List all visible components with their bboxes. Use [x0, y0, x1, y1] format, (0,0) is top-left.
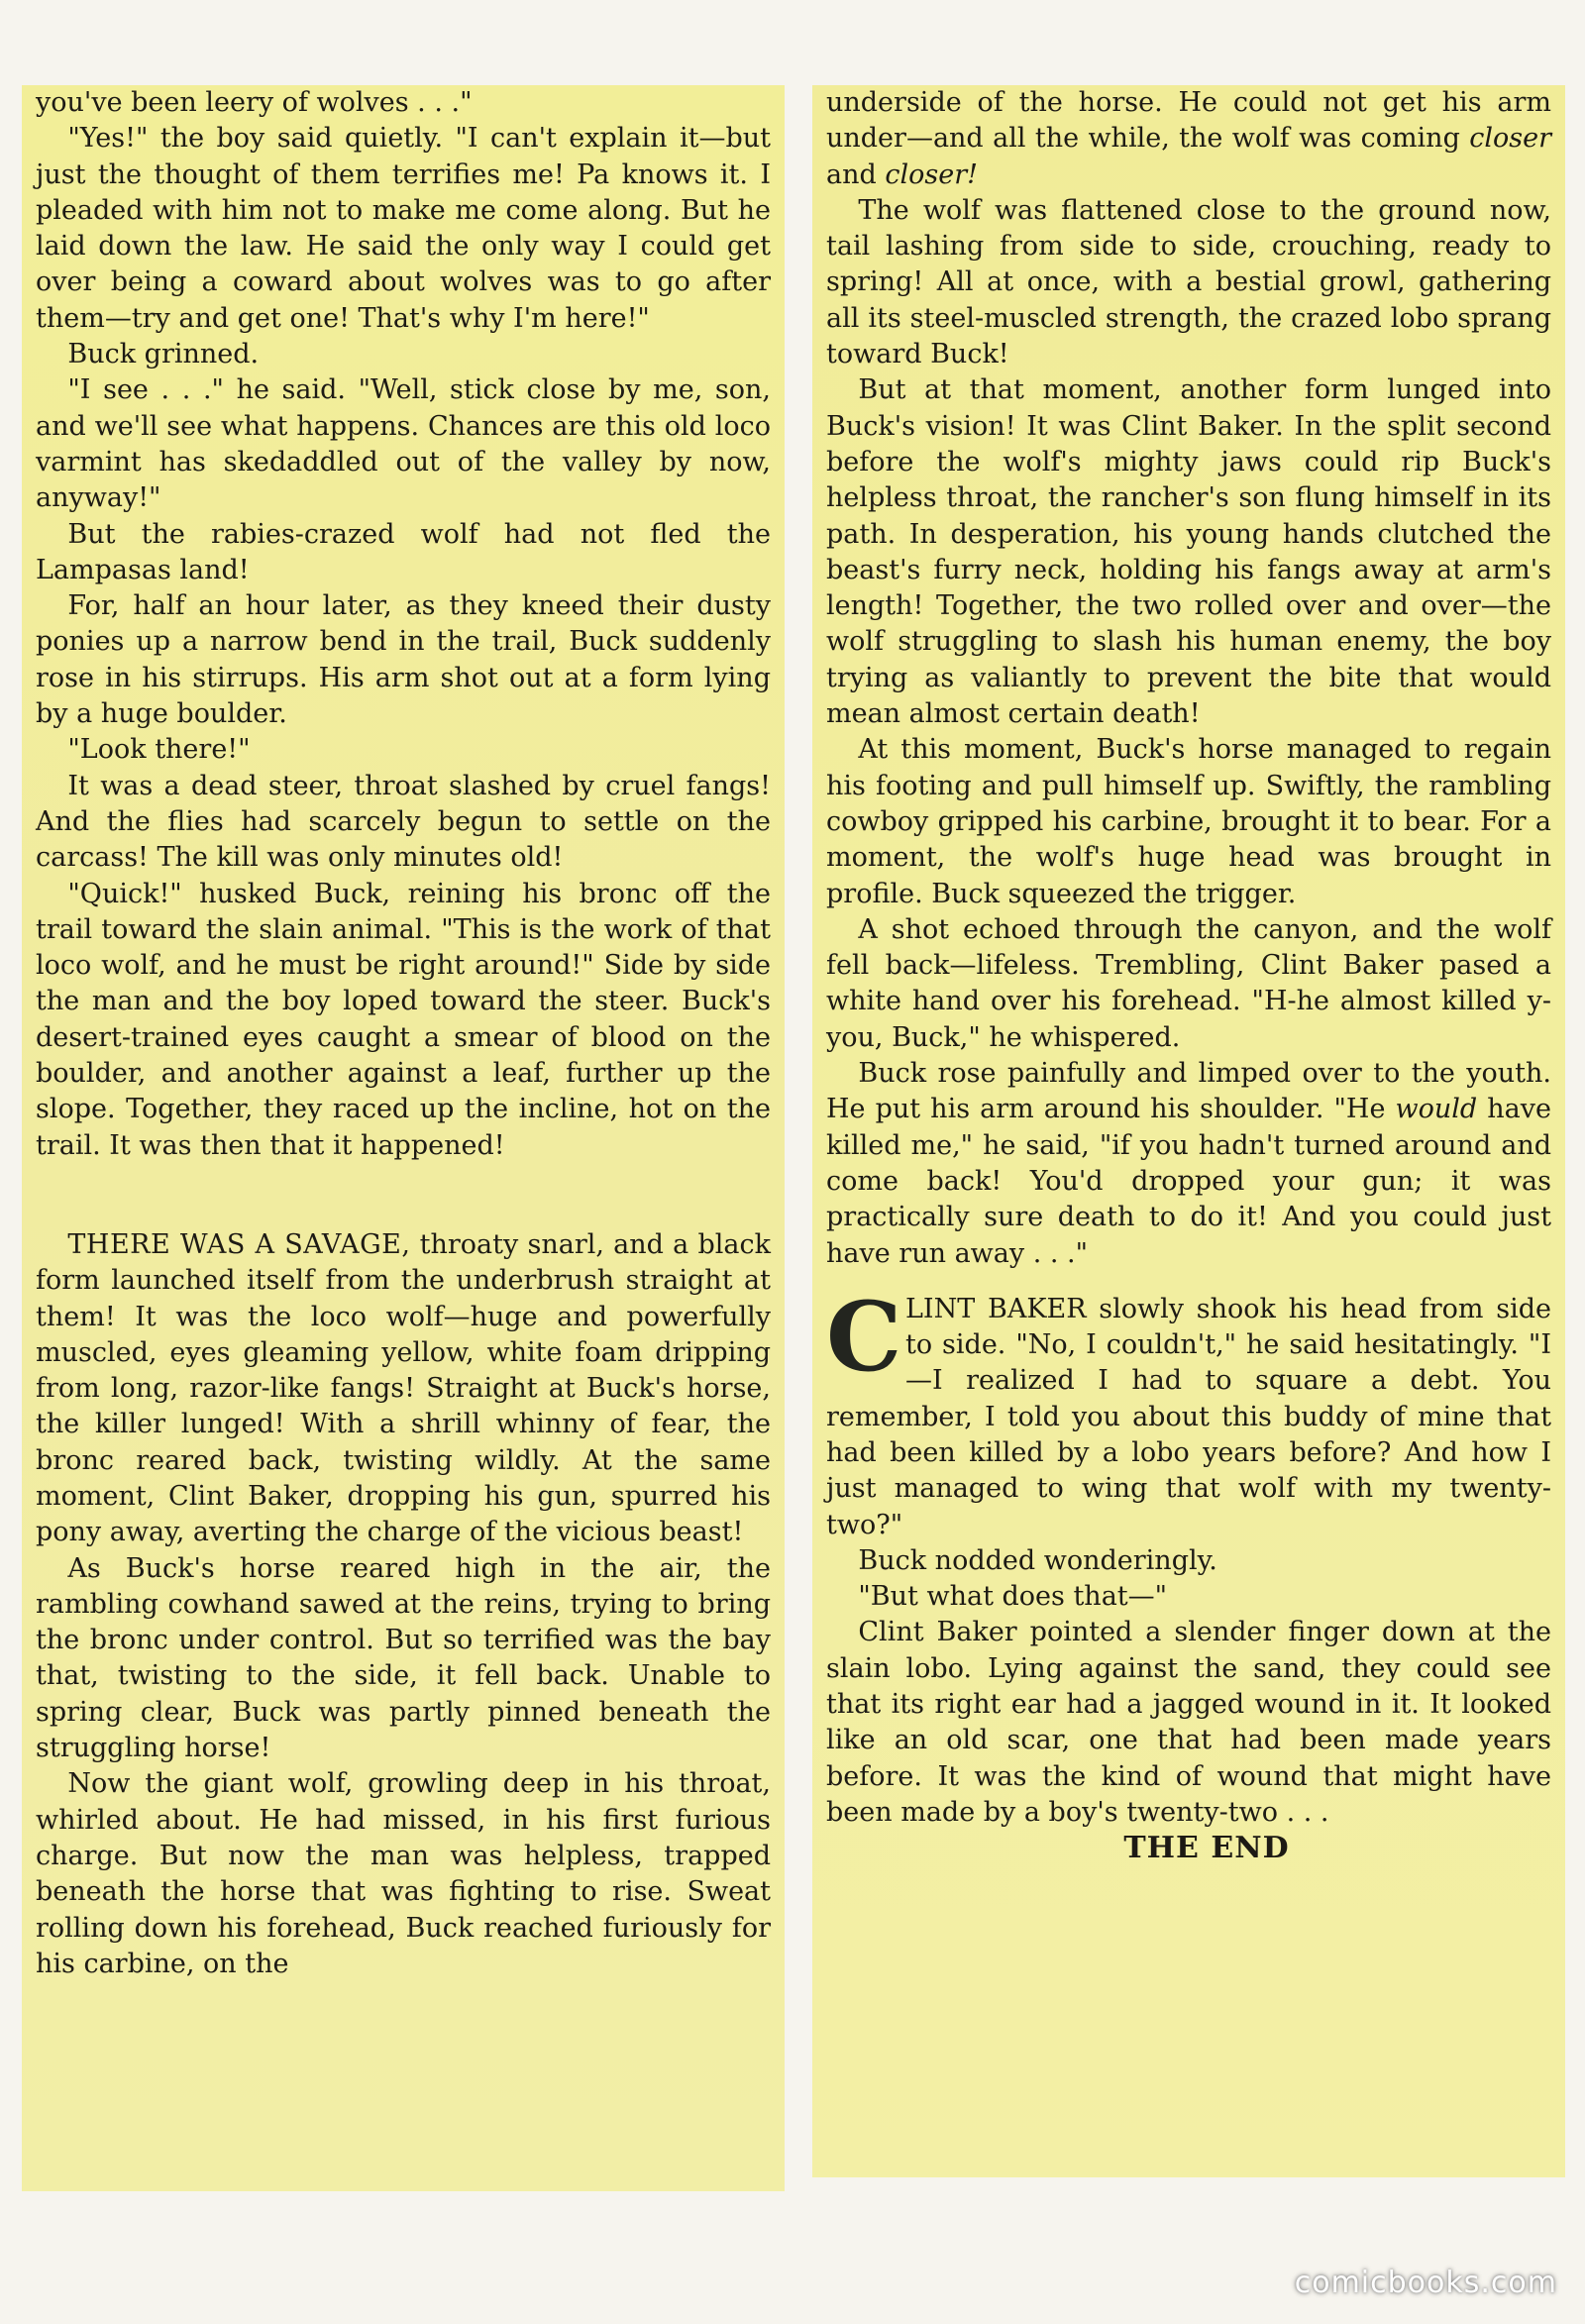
story-paragraph: Buck grinned. [67, 339, 260, 370]
paragraph-text: have killed me," he said, "if you hadn't turned around and come back! You'd dropped your gun; it was practically sure death to do it! And you could just have run away . . ." [826, 1094, 1551, 1269]
continued-paragraph: you've been leery of wolves . . ." [36, 87, 473, 118]
right-text-column [812, 85, 1565, 2177]
paragraph-text: and [826, 158, 886, 190]
story-paragraph: As Buck's horse reared high in the air, the rambling cowhand sawed at the reins, trying to bring the bronc under control. But so terrified was the bay that, twisting to the side, it fell back. Unable to spring clear, Buck was partly pinned beneath the struggling horse! [36, 1552, 771, 1764]
story-paragraph: A shot echoed through the canyon, and the wolf fell back—lifeless. Trembling, Clint Baker pased a white hand over his forehead. "H-he almost killed y-you, Buck," he whispered. [826, 913, 1551, 1053]
story-paragraph [826, 1280, 1551, 1543]
story-paragraph: At this moment, Buck's horse managed to regain his footing and pull himself up. Swiftly, the rambling cowboy gripped his carbine, brought it to bear. For a moment, the wolf's huge head was brought in profile. Buck squeezed the trigger. [826, 734, 1551, 909]
story-paragraph: The wolf was flattened close to the ground now, tail lashing from side to side, crouching, ready to spring! All at once, with a bestial growl, gathering all its steel-muscled strength, the crazed lobo sprang toward Buck! [826, 194, 1551, 370]
story-paragraph: "But what does that—" [858, 1581, 1168, 1613]
story-paragraph: But the rabies-crazed wolf had not fled the Lampasas land! [36, 518, 771, 585]
story-paragraph [826, 1056, 1551, 1272]
story-paragraph: "Quick!" husked Buck, reining his bronc off the trail toward the slain animal. "This is the work of that loco wolf, and he must be right around!" Side by side the man and the boy loped toward the steer. Buck's desert-trained eyes caught a smear of blood on the boulder, and another against a leaf, further up the slope. Together, they raced up the incline, hot on the trail. It was then that it happened! [36, 878, 771, 1161]
paragraph-text: underside of the horse. He could not get his arm under—and all the while, the wolf was coming [826, 87, 1551, 155]
section-break [36, 1164, 771, 1227]
story-paragraph: Clint Baker pointed a slender finger down at the slain lobo. Lying against the sand, they could see that its right ear had a jagged wound in it. It looked like an old scar, one that had been made years before. It was the kind of wound that might have been made by a boy's twenty-two . . . [826, 1617, 1551, 1828]
section-break [826, 1272, 1551, 1292]
site-watermark: comicbooks.com [1294, 2266, 1557, 2300]
story-paragraph: "I see . . ." he said. "Well, stick close by me, son, and we'll see what happens. Chances are this old loco varmint has skedaddled out of the valley by now, anyway!" [36, 374, 771, 514]
paragraph-text: Buck rose painfully and limped over to the youth. He put his arm around his shoulder. "He [826, 1058, 1551, 1125]
story-paragraph [36, 1227, 771, 1551]
paragraph-text: throaty snarl, and a black form launched itself from the underbrush straight at them! It was the loco wolf—huge and powerfully muscled, eyes gleaming yellow, white foam dripping from long, razor-like fangs! Straight at Buck's horse, the killer lunged! With a shrill whinny of fear, the bronc reared back, twisting wildly. At the same moment, Clint Baker, dropping his gun, spurred his pony away, averting the charge of the vicious beast! [36, 1228, 771, 1548]
story-paragraph: Buck nodded wonderingly. [858, 1544, 1217, 1576]
emphasized-text: would [1395, 1094, 1478, 1125]
story-paragraph: For, half an hour later, as they kneed their dusty ponies up a narrow bend in the trail, Buck suddenly rose in his stirrups. His arm shot out at a form lying by a huge boulder. [36, 590, 771, 730]
story-paragraph: It was a dead steer, throat slashed by cruel fangs! And the flies had scarcely begun to settle on the carcass! The kill was only minutes old! [36, 770, 771, 874]
emphasized-text: closer! [885, 158, 978, 190]
story-paragraph: Now the giant wolf, growling deep in his throat, whirled about. He had missed, in his first furious charge. But now the man was helpless, trapped beneath the horse that was fighting to rise. Sweat rolling down his forehead, Buck reached furiously for his carbine, on the [36, 1768, 771, 1979]
drop-cap-letter: C [826, 1280, 902, 1393]
story-paragraph: "Yes!" the boy said quietly. "I can't explain it—but just the thought of them terrifies me! Pa knows it. I pleaded with him not to make me come along. But he laid down the law. He said the only way I could get over being a coward about wolves was to go after them—try and get one! That's why I'm here!" [36, 123, 771, 334]
story-paragraph: But at that moment, another form lunged into Buck's vision! It was Clint Baker. In the split second before the wolf's mighty jaws could rip Buck's helpless throat, the rancher's son flung himself in its path. In desperation, his young hands clutched the beast's furry neck, holding his fangs away at arm's length! Together, the two rolled over and over—the wolf struggling to slash his human enemy, the boy trying as valiantly to prevent the bite that would mean almost certain death! [826, 374, 1551, 730]
paragraph-text: LINT BAKER slowly shook his head from side to side. "No, I couldn't," he said hesitatingly. "I—I realized I had to square a debt. You remember, I told you about this buddy of mine that had been killed by a lobo years before? And how I just managed to wing that wolf with my twenty-two?" [826, 1293, 1551, 1540]
the-end-label: THE END [1123, 1831, 1290, 1866]
left-text-column [22, 85, 785, 2191]
section-lead-in: THERE WAS A SAVAGE, [67, 1228, 411, 1260]
continued-paragraph [826, 85, 1551, 193]
story-paragraph: "Look there!" [67, 734, 251, 766]
emphasized-text: closer [1469, 123, 1551, 155]
